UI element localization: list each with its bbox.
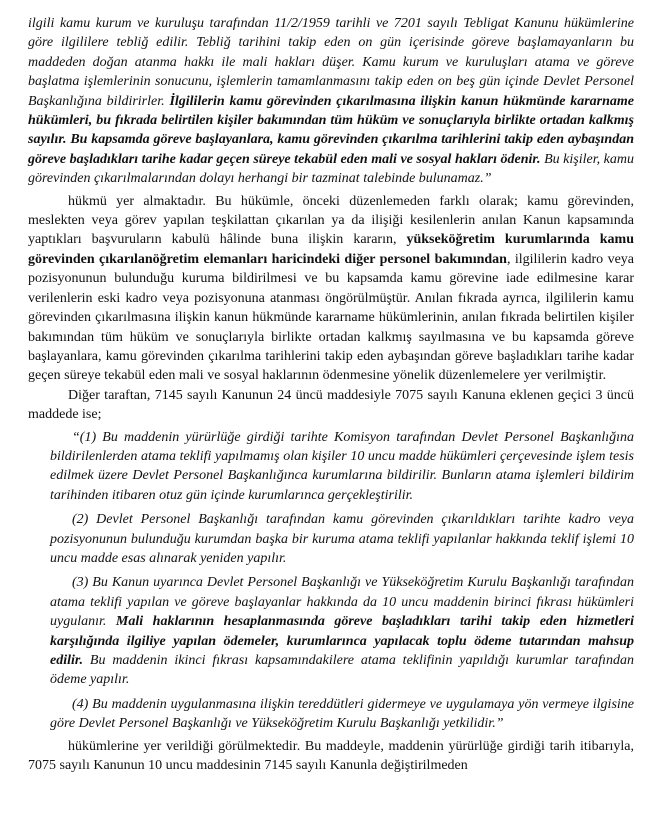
bold-text-run: Mali haklarının hesaplanmasında göreve başladıkları tarihi takip eden hizmetleri karşılığında ilgiliye yapılan ödemeler, kurumlarınca yapılacak toplu ödeme tutarından mahsup edilir. <box>50 614 634 668</box>
quoted-subsection: (2) Devlet Personel Başkanlığı tarafından kamu görevinden çıkarıldıkları tarihte kadro veya pozisyonunun bulunduğu kurumdan başka bir kuruma atama teklifi yapılanlar hakkında teklif işlemi 10 uncu madde esas alınarak yeniden yapılır. <box>50 512 634 566</box>
quoted-provision-continuation <box>28 14 634 189</box>
paragraph: hükümlerine yer verildiği görülmektedir. Bu maddeyle, maddenin yürürlüğe girdiği tarih itibarıyla, 7075 sayılı Kanunun 10 uncu maddesinin 7145 sayılı Kanunla değiştirilmeden <box>28 738 634 774</box>
text-run: Bu maddenin ikinci fıkrası kapsamındakilere atama teklifinin yapıldığı kurumlar tarafından ödeme yapılır. <box>50 653 634 688</box>
commentary-section <box>28 737 634 776</box>
paragraph <box>28 14 634 189</box>
text-run: Bu kişiler, kamu görevinden çıkarılmalarından dolayı herhangi bir tazminat talebinde bulunamaz.” <box>28 151 634 187</box>
paragraph: Diğer taraftan, 7145 sayılı Kanunun 24 üncü maddesiyle 7075 sayılı Kanuna eklenen geçici 3 üncü maddede ise; <box>28 387 634 423</box>
text-run: , ilgililerin kadro veya pozisyonunun bulunduğu kuruma bildirilmesi ve bu kapsamda kamu görevine iade edilmesine karar verilenlerin eski kadro veya pozisyonuna atanması öngörülmüştür. Anılan fıkrada ayrıca, ilgililerin kamu görevinden çıkarılmasına ilişkin kanun hükmünde kararname hükümlerinin, anılan fıkrada belirtilen kişiler bakımından tüm hüküm ve sonuçlarıyla birlikte ortadan kalkmış sayılmasına ve bu kapsamda göreve başlayanlara, kamu görevinden çıkarılma tarihlerini takip eden aybaşından göreve başladıkları tarihe kadar geçen süreye tekabül eden mali ve sosyal haklarının ödenmesine yönelik düzenlemelere yer verilmiştir. <box>28 251 634 384</box>
text-run: (3) Bu Kanun uyarınca Devlet Personel Başkanlığı ve Yükseköğretim Kurulu Başkanlığı tarafından atama teklifi yapılan ve göreve başlayanlar hakkında da 10 uncu maddenin birinci fıkrası hükümleri uygulanır. <box>50 575 634 630</box>
quoted-subsection <box>50 573 634 689</box>
bold-text-run: yükseköğretim kurumlarında kamu görevinden çıkarılanöğretim elemanları haricindeki diğer personel bakımından <box>28 232 634 267</box>
paragraph <box>28 192 634 386</box>
text-run: hükmü yer almaktadır. Bu hükümle, önceki düzenlemeden farklı olarak; kamu görevinden, meslekten veya görev yapılan teşkilattan çıkarılan ya da ilişiği kesilenlerin anılan Kanun kapsamında yaptıkları başvuruların kabulü hâlinde buna ilişkin kararın, <box>28 193 634 248</box>
quoted-subsection: “(1) Bu maddenin yürürlüğe girdiği tarihte Komisyon tarafından Devlet Personel Başkanlığına bildirilenlerden atama teklifi yapılmamış olan kişiler 10 uncu madde hükümleri çerçevesinde işlem tesis edilmek üzere Devlet Personel Başkanlığınca kurumlarına bildirilir. Bunların atama işlemleri bildirim tarihinden itibaren otuz gün içinde kurumlarınca gerçekleştirilir. <box>50 429 634 503</box>
text-run: ilgili kamu kurum ve kuruluşu tarafından 11/2/1959 tarihli ve 7201 sayılı Tebligat Kanunu hükümlerine göre ilgililere tebliğ edilir. Tebliğ tarihini takip eden on gün içerisinde göreve başlamayanların bu maddeden doğan atanma hakkı ile mali hakları düşer. Kamu kurum ve kuruluşları atama ve göreve başlatma işlemlerinin sonucunu, işlemlerin tamamlanmasını takip eden on beş gün içinde Devlet Personel Başkanlığına bildirirler. <box>28 16 634 109</box>
commentary-section <box>28 192 634 425</box>
bold-text-run: İlgililerin kamu görevinden çıkarılmasına ilişkin kanun hükmünde kararname hükümleri, bu fıkrada belirtilen kişiler bakımından tüm hüküm ve sonuçlarıyla birlikte ortadan kalkmış sayılır. Bu kapsamda göreve başlayanlara, kamu görevinden çıkarılma tarihlerini takip eden aybaşından göreve başladıkları tarihe kadar geçen süreye tekabül eden mali ve sosyal hakları ödenir. <box>28 93 634 167</box>
quoted-subsection: (4) Bu maddenin uygulanmasına ilişkin tereddütleri gidermeye ve uygulamaya yön vermeye ilgisine göre Devlet Personel Başkanlığı ve Yükseköğretim Kurulu Başkanlığı yetkilidir.” <box>50 696 634 732</box>
quoted-provision <box>28 428 634 734</box>
